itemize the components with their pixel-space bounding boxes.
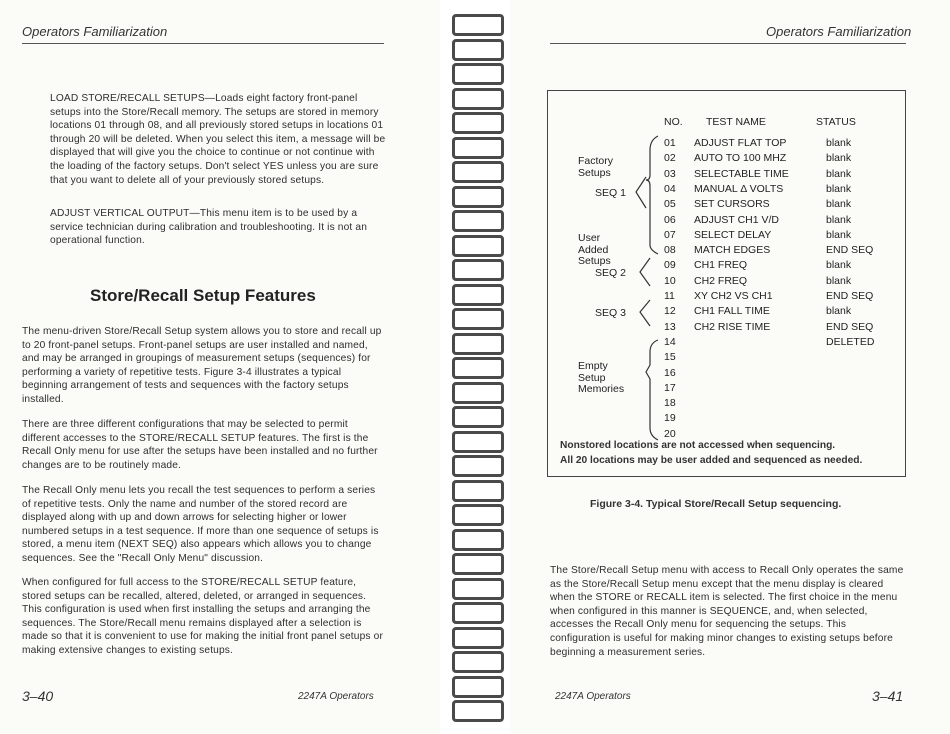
- binding-ring: [452, 357, 504, 379]
- row-number: 13: [664, 320, 676, 333]
- left-header-rule: [22, 43, 384, 44]
- group-label-empty-line-3: Memories: [578, 383, 625, 395]
- row-number: 17: [664, 381, 676, 394]
- row-number: 11: [664, 290, 675, 302]
- row-number: 04: [664, 182, 676, 195]
- row-test-name: ADJUST CH1 V/D: [694, 213, 779, 226]
- row-number: 02: [664, 152, 676, 165]
- right-header-rule: [550, 43, 906, 44]
- body-paragraph-4: When configured for full access to the STORE/RECALL SETUP feature, stored setups can be recalled, altered, deleted, or arranged in sequences. This configuration is used when first installing the setups and arranging the sequences. The Store/Recall menu remains displayed after a selection is made so that it is convenient to use for making the initial front panel setups or making extensive changes to existing setups.: [22, 577, 383, 656]
- row-test-name: MANUAL Δ VOLTS: [694, 182, 784, 195]
- binding-ring: [452, 259, 504, 281]
- binding-ring: [452, 455, 504, 477]
- row-number: 09: [664, 259, 676, 272]
- binding-ring: [452, 112, 504, 134]
- binding-ring: [452, 137, 504, 159]
- row-status: blank: [826, 274, 852, 287]
- row-number: 18: [664, 397, 676, 410]
- group-label-user-line-3: Setups: [578, 255, 611, 267]
- row-number: 10: [664, 274, 676, 287]
- binding-ring: [452, 161, 504, 183]
- group-label-empty: [578, 361, 624, 396]
- row-status: DELETED: [826, 335, 875, 348]
- binding-ring: [452, 480, 504, 502]
- body-paragraph-3: The Recall Only menu lets you recall the test sequences to perform a series of repetitive tests. Only the name and number of the stored record are displayed along with up and down arrows for selecting higher or lower numbered setups in a test sequence. If more than one sequence of setups is stored, a menu item (NEXT SEQ) also appears which allows you to change sequences. See the "Recall Only Menu" discussion.: [22, 485, 379, 564]
- adjust-vertical-paragraph: ADJUST VERTICAL OUTPUT—This menu item is to be used by a service technician during calibration and troubleshooting. It is not an operational function.: [50, 208, 368, 247]
- binding-ring: [452, 382, 504, 404]
- column-header-no: NO.: [664, 116, 683, 128]
- row-number: 15: [664, 351, 676, 364]
- row-status: blank: [826, 259, 852, 272]
- binding-ring: [452, 627, 504, 649]
- group-label-factory-line-1: Factory: [578, 155, 614, 167]
- body-paragraph-2: There are three different configurations that may be selected to permit different accesses to the STORE/RECALL SETUP features. The first is the Recall Only menu for use after the setups have been installed and no further changes are to be routinely made.: [22, 419, 378, 471]
- row-test-name: SELECT DELAY: [694, 228, 772, 241]
- row-status: blank: [826, 213, 852, 226]
- group-label-seq2: SEQ 2: [595, 267, 626, 279]
- left-page-number: 3–40: [22, 688, 54, 704]
- binding-ring: [452, 602, 504, 624]
- binding-ring: [452, 308, 504, 330]
- binding-ring: [452, 284, 504, 306]
- binding-ring: [452, 578, 504, 600]
- row-test-name: SELECTABLE TIME: [694, 167, 789, 180]
- binding-ring: [452, 235, 504, 257]
- left-running-header: Operators Familiarization: [22, 24, 168, 39]
- group-label-user-line-1: User: [578, 232, 601, 244]
- load-setups-paragraph: LOAD STORE/RECALL SETUPS—Loads eight factory front-panel setups into the Store/Recall memory. The setups are stored in memory locations 01 through 08, and all previously stored setups in locations 01 through 20 will be deleted. When you select this item, a message will be displayed that will give you the choice to continue or not continue with the loading of the factory setups. Don't select YES unless you are sure that you want to delete all of your previously stored setups.: [50, 93, 386, 186]
- row-number: 06: [664, 213, 676, 226]
- right-running-header: Operators Familiarization: [766, 24, 912, 39]
- binding-ring: [452, 14, 504, 36]
- binding-ring: [452, 431, 504, 453]
- row-number: 12: [664, 305, 676, 318]
- row-status: blank: [826, 152, 852, 165]
- column-header-test-name: TEST NAME: [706, 116, 766, 128]
- column-header-status: STATUS: [816, 116, 856, 128]
- binding-ring: [452, 39, 504, 61]
- row-number: 19: [664, 412, 676, 425]
- binding-ring: [452, 676, 504, 698]
- group-label-seq3: SEQ 3: [595, 307, 626, 319]
- row-test-name: CH1 FREQ: [694, 259, 748, 272]
- right-footer-title: 2247A Operators: [555, 691, 631, 702]
- row-test-name: CH2 FREQ: [694, 274, 748, 287]
- right-body-paragraph: The Store/Recall Setup menu with access to Recall Only operates the same as the Store/Recall Setup menu except that the menu display is cleared when the STORE or RECALL item is selected. The first choice in the menu when configured in this manner is SEQUENCE, and, when selected, accesses the Recall Only menu for sequencing the setups. This configuration is useful for making minor changes to existing setups before beginning a measurement series.: [550, 565, 904, 658]
- row-status: blank: [826, 182, 852, 195]
- body-paragraph-1: The menu-driven Store/Recall Setup system allows you to store and recall up to 20 front-panel setups. Front-panel setups are user installed and named, and may be arranged in groupings of measurement setups (sequences) for performing a variety of repetitive tests. Figure 3-4 illustrates a typical beginning arrangement of tests and sequences with the factory setups installed.: [22, 326, 382, 405]
- row-test-name: XY CH2 VS CH1: [694, 290, 773, 302]
- row-status: blank: [826, 305, 852, 318]
- group-label-empty-line-2: Setup: [578, 371, 606, 384]
- binding-ring: [452, 186, 504, 208]
- group-label-factory-line-2: Setups: [578, 166, 611, 179]
- group-label-seq1: SEQ 1: [595, 187, 626, 199]
- group-label-empty-line-1: Empty: [578, 360, 608, 372]
- row-number: 05: [664, 198, 676, 211]
- row-number: 03: [664, 167, 676, 180]
- row-status: END SEQ: [826, 320, 874, 333]
- binding-ring: [452, 210, 504, 232]
- binding-ring: [452, 700, 504, 722]
- binding-ring: [452, 529, 504, 551]
- row-test-name: AUTO TO 100 MHZ: [694, 152, 787, 165]
- row-status: END SEQ: [826, 290, 874, 302]
- left-footer-title: 2247A Operators: [298, 691, 374, 702]
- row-status: END SEQ: [826, 244, 874, 257]
- group-label-user: [578, 233, 611, 268]
- binding-ring: [452, 651, 504, 673]
- figure-caption: Figure 3-4. Typical Store/Recall Setup sequencing.: [590, 498, 842, 510]
- row-number: 01: [664, 137, 676, 149]
- section-title: Store/Recall Setup Features: [90, 286, 316, 305]
- row-number: 14: [664, 335, 676, 348]
- binding-ring: [452, 406, 504, 428]
- row-test-name: CH2 RISE TIME: [694, 320, 771, 333]
- binding-ring: [452, 553, 504, 575]
- row-number: 08: [664, 244, 676, 257]
- binding-ring: [452, 504, 504, 526]
- group-label-factory: [578, 156, 613, 179]
- figure-note-1: Nonstored locations are not accessed when sequencing.: [560, 440, 836, 451]
- row-number: 20: [664, 427, 676, 440]
- row-status: blank: [826, 137, 852, 149]
- binding-ring: [452, 88, 504, 110]
- row-status: blank: [826, 198, 852, 211]
- row-status: blank: [826, 228, 852, 241]
- figure-note-2: All 20 locations may be user added and sequenced as needed.: [560, 455, 863, 466]
- binding-ring: [452, 63, 504, 85]
- row-test-name: SET CURSORS: [694, 198, 770, 211]
- row-test-name: MATCH EDGES: [694, 244, 771, 257]
- row-test-name: CH1 FALL TIME: [694, 305, 770, 318]
- row-test-name: ADJUST FLAT TOP: [694, 137, 787, 149]
- binding-ring: [452, 333, 504, 355]
- row-number: 07: [664, 228, 676, 241]
- row-number: 16: [664, 366, 676, 379]
- right-page-number: 3–41: [872, 688, 904, 704]
- row-status: blank: [826, 167, 852, 180]
- group-label-user-line-2: Added: [578, 243, 609, 256]
